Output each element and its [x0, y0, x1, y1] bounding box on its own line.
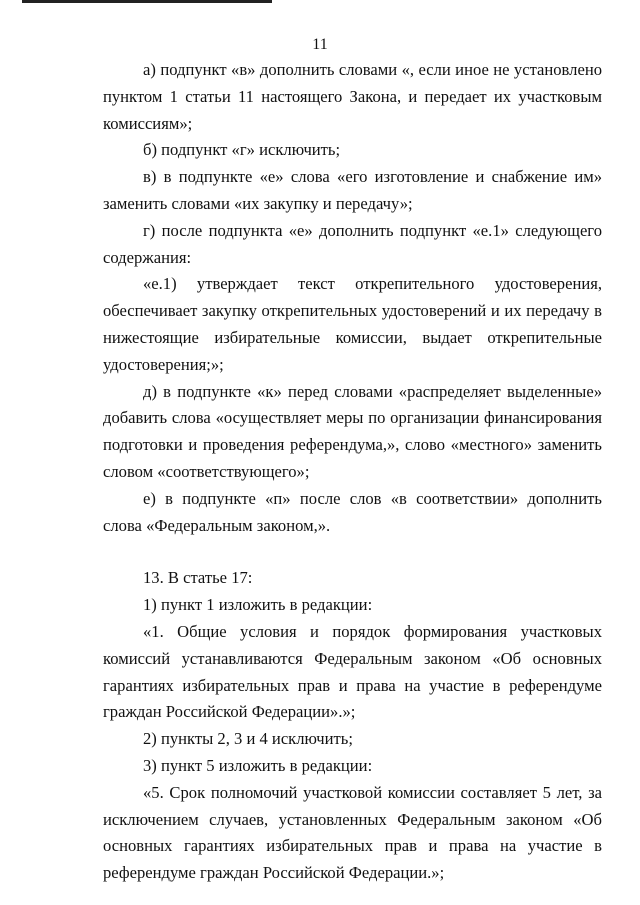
paragraph: а) подпункт «в» дополнить словами «, если иное не установлено пунктом 1 статьи 11 настоящего Закона, и передает их участковым комиссиям»;	[103, 60, 602, 133]
paragraph: г) после подпункта «е» дополнить подпункт «е.1» следующего содержания:	[103, 220, 602, 267]
paragraph: 3) пункт 5 изложить в редакции:	[143, 755, 373, 775]
paragraph: «5. Срок полномочий участковой комиссии составляет 5 лет, за исключением случаев, установленных Федеральным законом «Об основных гарантиях избирательных прав и права на участие в референдуме граждан Российской Федерации.»;	[103, 782, 602, 883]
paragraph: д) в подпункте «к» перед словами «распределяет выделенные» добавить слова «осуществляет меры по организации финансирования подготовки и проведения референдума,», слово «местного» заменить словом «соответствующего»;	[103, 381, 602, 481]
paragraph: 2) пункты 2, 3 и 4 исключить;	[143, 729, 353, 749]
section-heading: 13. В статье 17:	[143, 568, 253, 588]
paragraph: «е.1) утверждает текст открепительного удостоверения, обеспечивает закупку открепительных удостоверений и их передачу в нижестоящие избирательные комиссии, выдает открепительные удостоверения;»;	[103, 274, 602, 374]
paragraph: б) подпункт «г» исключить;	[143, 140, 341, 160]
paragraph: «1. Общие условия и порядок формирования участковых комиссий устанавливаются Федеральным законом «Об основных гарантиях избирательных прав и права на участие в референдуме граждан Российской Федерации».»;	[103, 621, 602, 722]
paragraph: в) в подпункте «е» слова «его изготовление и снабжение им» заменить словами «их закупку и передачу»;	[103, 167, 602, 213]
page-number: 11	[312, 36, 328, 53]
top-border-line	[22, 0, 272, 3]
paragraph: е) в подпункте «п» после слов «в соответствии» дополнить слова «Федеральным законом,».	[103, 488, 602, 535]
document-body	[103, 57, 602, 887]
section-spacer	[103, 539, 602, 565]
paragraph: 1) пункт 1 изложить в редакции:	[143, 595, 373, 615]
